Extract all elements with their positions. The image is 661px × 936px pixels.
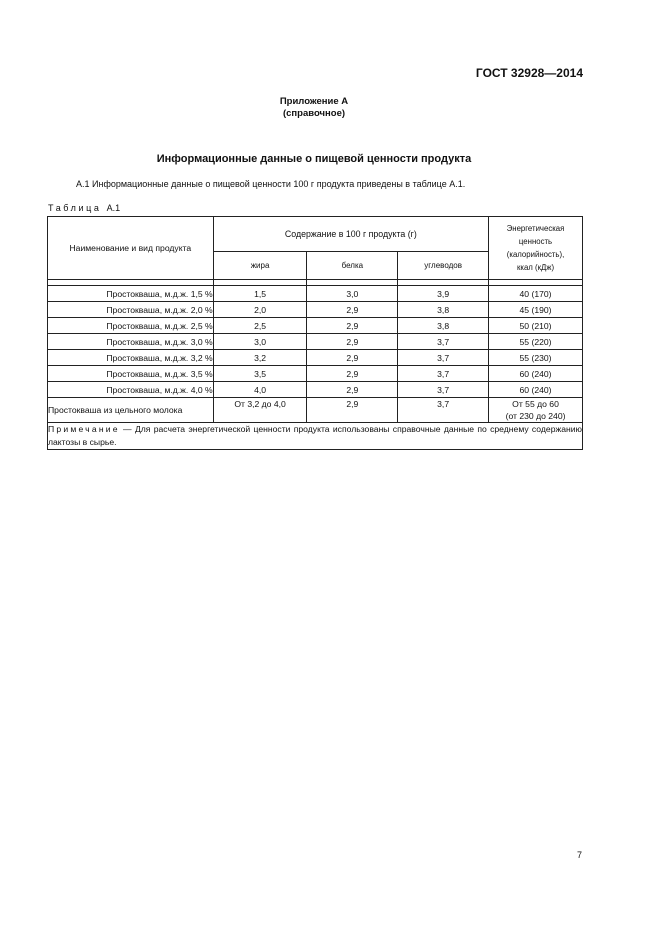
note-label: Примечание (48, 424, 120, 434)
carbs-cell: 3,7 (398, 366, 489, 382)
header-energy-line: (калорийность), (506, 250, 565, 259)
header-energy (489, 217, 583, 280)
energy-cell: 40 (170) (489, 286, 583, 302)
nutrition-table (47, 216, 583, 450)
page-number: 7 (577, 850, 583, 860)
carbs-cell: 3,8 (398, 302, 489, 318)
protein-cell: 2,9 (307, 334, 398, 350)
product-name-cell: Простокваша, м.д.ж. 2,0 % (48, 302, 214, 318)
note-row (48, 423, 583, 450)
table-caption-label: Таблица (48, 203, 102, 213)
protein-cell: 2,9 (307, 398, 398, 423)
protein-cell: 2,9 (307, 318, 398, 334)
energy-line: От 55 до 60 (512, 399, 559, 409)
product-name-cell: Простокваша, м.д.ж. 4,0 % (48, 382, 214, 398)
fat-cell: 2,0 (213, 302, 307, 318)
header-fat: жира (213, 252, 307, 280)
protein-cell: 2,9 (307, 382, 398, 398)
appendix-subtitle: (справочное) (282, 108, 346, 119)
energy-cell (489, 398, 583, 423)
appendix-title: Приложение А (279, 96, 349, 107)
protein-cell: 3,0 (307, 286, 398, 302)
header-content: Содержание в 100 г продукта (г) (213, 217, 488, 252)
table-row (48, 366, 583, 382)
table-caption-number: А.1 (106, 203, 121, 213)
energy-cell: 55 (220) (489, 334, 583, 350)
fat-cell: 2,5 (213, 318, 307, 334)
fat-cell: 3,0 (213, 334, 307, 350)
carbs-cell: 3,7 (398, 334, 489, 350)
carbs-cell: 3,7 (398, 382, 489, 398)
header-product-name: Наименование и вид продукта (48, 217, 214, 280)
section-title: Информационные данные о пищевой ценности продукта (156, 153, 472, 165)
note-text: — Для расчета энергетической ценности продукта использованы справочные данные по среднему содержанию лактозы в сырье. (48, 424, 582, 447)
protein-cell: 2,9 (307, 366, 398, 382)
table-row (48, 302, 583, 318)
table-row (48, 350, 583, 366)
fat-cell: 4,0 (213, 382, 307, 398)
carbs-cell: 3,7 (398, 398, 489, 423)
energy-line: (от 230 до 240) (505, 411, 566, 421)
carbs-cell: 3,7 (398, 350, 489, 366)
table-row (48, 318, 583, 334)
product-name-cell: Простокваша из цельного молока (48, 398, 214, 423)
carbs-cell: 3,8 (398, 318, 489, 334)
product-name-cell: Простокваша, м.д.ж. 3,5 % (48, 366, 214, 382)
header-energy-line: ценность (518, 237, 553, 246)
fat-cell: 1,5 (213, 286, 307, 302)
energy-cell: 45 (190) (489, 302, 583, 318)
table-caption (48, 203, 120, 213)
product-name-cell: Простокваша, м.д.ж. 3,2 % (48, 350, 214, 366)
product-name-cell: Простокваша, м.д.ж. 1,5 % (48, 286, 214, 302)
table-note (48, 423, 583, 450)
header-protein: белка (307, 252, 398, 280)
header-energy-line: Энергетическая (506, 224, 565, 233)
energy-cell: 60 (240) (489, 382, 583, 398)
table-row (48, 382, 583, 398)
table-row (48, 334, 583, 350)
standard-number: ГОСТ 32928—2014 (475, 66, 583, 80)
protein-cell: 2,9 (307, 302, 398, 318)
fat-cell: От 3,2 до 4,0 (213, 398, 307, 423)
product-name-cell: Простокваша, м.д.ж. 3,0 % (48, 334, 214, 350)
header-energy-line: ккал (кДж) (516, 263, 555, 272)
protein-cell: 2,9 (307, 350, 398, 366)
carbs-cell: 3,9 (398, 286, 489, 302)
appendix-heading (0, 96, 628, 120)
table-row (48, 398, 583, 423)
fat-cell: 3,2 (213, 350, 307, 366)
header-carbs: углеводов (398, 252, 489, 280)
energy-cell: 55 (230) (489, 350, 583, 366)
fat-cell: 3,5 (213, 366, 307, 382)
energy-cell: 50 (210) (489, 318, 583, 334)
energy-cell: 60 (240) (489, 366, 583, 382)
intro-paragraph: А.1 Информационные данные о пищевой ценности 100 г продукта приведены в таблице А.1. (76, 179, 466, 189)
table-row (48, 286, 583, 302)
product-name-cell: Простокваша, м.д.ж. 2,5 % (48, 318, 214, 334)
